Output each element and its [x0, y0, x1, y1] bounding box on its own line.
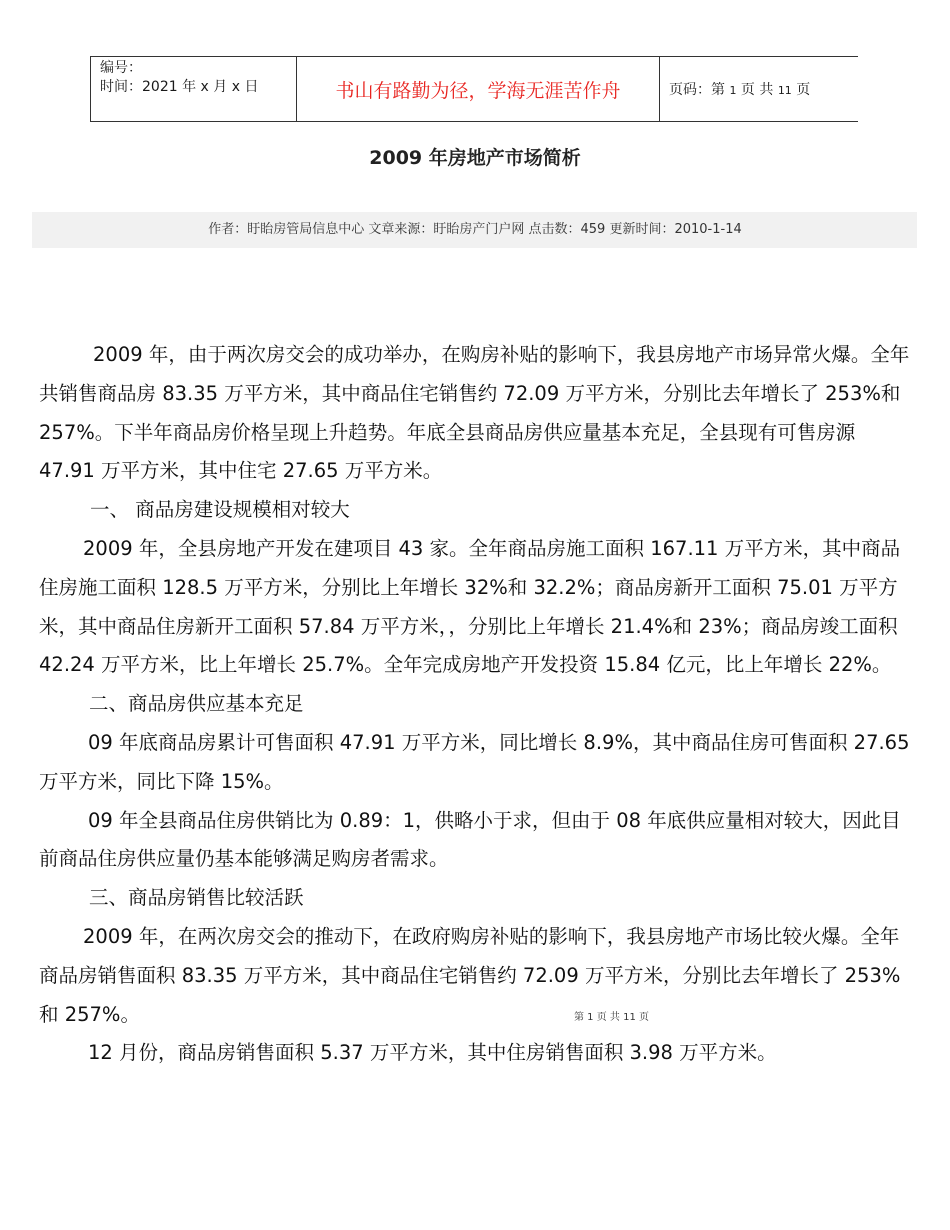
article-title: 2009 年房地产市场简析 [369, 147, 581, 169]
overlay-page-footer: 第 1 页 共 11 页 [574, 1012, 649, 1023]
time-label: 时间：2021 年 x 月 x 日 [100, 79, 259, 95]
document-header [90, 56, 858, 122]
number-label: 编号： [100, 60, 142, 76]
section-heading-3: 三、商品房销售比较活跃 [89, 886, 304, 910]
header-info-cell [91, 57, 297, 122]
page-current: 1 [729, 84, 737, 97]
paragraph-ratio: 09 年全县商品住房供销比为 0.89：1，供略小于求，但由于 08 年底供应量相对较大，因此目前商品住房供应量仍基本能够满足购房者需求。 [39, 808, 901, 871]
page-mid: 页 共 [740, 82, 774, 98]
article-body [39, 336, 913, 1073]
page-total: 11 [777, 84, 792, 97]
section-heading-2: 二、商品房供应基本充足 [89, 692, 304, 716]
article-meta: 作者：盱眙房管局信息中心 文章来源：盱眙房产门户网 点击数：459 更新时间：2010-1-14 [208, 222, 742, 237]
paragraph-sales: 2009 年，在两次房交会的推动下，在政府购房补贴的影响下，我县房地产市场比较火爆。全年商品房销售面积 83.35 万平方米，其中商品住宅销售约 72.09 万平方米，分别比去年增长了 253%和 257%。 [39, 924, 901, 1026]
paragraph-december: 12 月份，商品房销售面积 5.37 万平方米，其中住房销售面积 3.98 万平方米。 [88, 1041, 777, 1065]
page-prefix: 页码：第 [669, 82, 725, 98]
paragraph-supply: 09 年底商品房累计可售面积 47.91 万平方米，同比增长 8.9%，其中商品住房可售面积 27.65 万平方米，同比下降 15%。 [39, 730, 910, 793]
paragraph-intro: 2009 年，由于两次房交会的成功举办，在购房补贴的影响下，我县房地产市场异常火爆。全年共销售商品房 83.35 万平方米，其中商品住宅销售约 72.09 万平方米，分别比去年增长了 253%和 257%。下半年商品房价格呈现上升趋势。年底全县商品房供应量基本充足，全县现有可售房源 47.91 万平方米，其中住宅 27.65 万平方米。 [39, 343, 910, 483]
header-page-cell [660, 57, 859, 122]
header-motto-cell [297, 57, 660, 122]
section-heading-1: 一、 商品房建设规模相对较大 [90, 498, 350, 522]
page-suffix: 页 [796, 82, 811, 98]
paragraph-construction: 2009 年，全县房地产开发在建项目 43 家。全年商品房施工面积 167.11 万平方米，其中商品住房施工面积 128.5 万平方米，分别比上年增长 32%和 32.2%；商品房新开工面积 75.01 万平方米，其中商品住房新开工面积 57.84 万平方米，，分别比上年增长 21.4%和 23%；商品房竣工面积 42.24 万平方米，比上年增长 25.7%。全年完成房地产开发投资 15.84 亿元，比上年增长 22%。 [39, 536, 901, 677]
motto: 书山有路勤为径，学海无涯苦作舟 [335, 79, 621, 102]
